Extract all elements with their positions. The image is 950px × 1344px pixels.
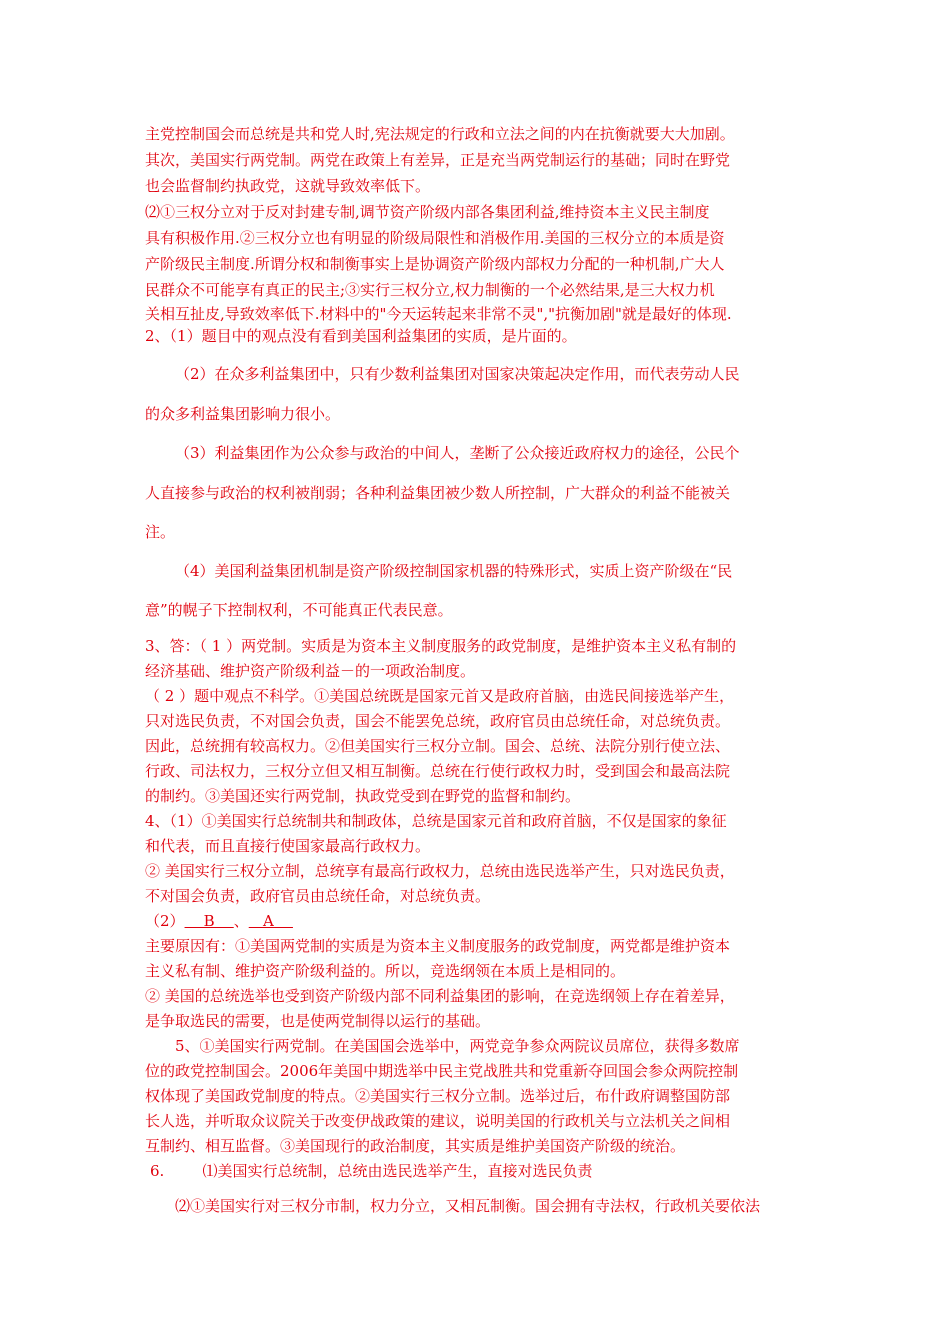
q4-line: 和代表，而且直接行使国家最高行政权力。 — [145, 837, 431, 855]
q2-line: 意”的幌子下控制权利，不可能真正代表民意。 — [145, 601, 453, 619]
q4-answer-line — [145, 911, 815, 931]
text-line: 其次，美国实行两党制。两党在政策上有差异，正是充当两党制运行的基础；同时在野党 — [145, 151, 731, 169]
text-line: 关相互扯皮,导致效率低下.材料中的"今天运转起来非常不灵","抗衡加剧"就是最好的体现. — [145, 305, 732, 323]
q4-reason-line: ② 美国的总统选举也受到资产阶级内部不同利益集团的影响，在竞选纲领上存在着差异， — [145, 987, 735, 1005]
text-line: 民群众不可能享有真正的民主;③实行三权分立,权力制衡的一个必然结果,是三大权力机 — [145, 281, 715, 299]
text-line: 产阶级民主制度.所谓分权和制衡事实上是协调资产阶级内部权力分配的一种机制,广大人 — [145, 255, 725, 273]
q6-line: ⑵①美国实行对三权分市制，权力分立，又相瓦制衡。国会拥有寺法权，行政机关要依法 — [175, 1197, 761, 1215]
q6-line: 6. ⑴美国实行总统制，总统由选民选举产生，直接对选民负责 — [150, 1162, 593, 1180]
q2-line: 人直接参与政治的权利被削弱；各种利益集团被少数人所控制，广大群众的利益不能被关 — [145, 484, 731, 502]
q3-line: 3、答：（ 1 ）两党制。实质是为资本主义制度服务的政党制度，是维护资本主义私有制的 — [145, 637, 737, 655]
q4-reason-line: 是争取选民的需要，也是使两党制得以运行的基础。 — [145, 1012, 491, 1030]
q5-line: 互制约、相互监督。③美国现行的政治制度，其实质是维护美国资产阶级的统治。 — [145, 1137, 686, 1155]
q3-line: 因此，总统拥有较高权力。②但美国实行三权分立制。国会、总统、法院分别行使立法、 — [145, 737, 731, 755]
q2-line: （2）在众多利益集团中，只有少数利益集团对国家决策起决定作用，而代表劳动人民 — [175, 365, 740, 383]
q2-line: 的众多利益集团影响力很小。 — [145, 405, 341, 423]
q5-line: 位的政党控制国会。2006年美国中期选举中民主党战胜共和党重新夺回国会参众两院控制 — [145, 1062, 739, 1080]
q3-line: 的制约。③美国还实行两党制，执政党受到在野党的监督和制约。 — [145, 787, 581, 805]
q2-line: （4）美国利益集团机制是资产阶级控制国家机器的特殊形式，实质上资产阶级在“民 — [175, 562, 733, 580]
text-line: 具有积极作用.②三权分立也有明显的阶级局限性和消极作用.美国的三权分立的本质是资 — [145, 229, 725, 247]
q5-line: 5、①美国实行两党制。在美国国会选举中，两党竞争参众两院议员席位，获得多数席 — [175, 1037, 740, 1055]
q4-line: ② 美国实行三权分立制，总统享有最高行政权力，总统由选民选举产生，只对选民负责， — [145, 862, 735, 880]
q5-line: 权体现了美国政党制度的特点。②美国实行三权分立制。选举过后，布什政府调整国防部 — [145, 1087, 731, 1105]
q3-line: 经济基础、维护资产阶级利益－的一项政治制度。 — [145, 662, 476, 680]
q4-line: 4、（1）①美国实行总统制共和制政体，总统是国家元首和政府首脑，不仅是国家的象征 — [145, 812, 727, 830]
q2-line: 注。 — [145, 523, 176, 541]
q3-line: 行政、司法权力，三权分立但又相互制衡。总统在行使行政权力时，受到国会和最高法院 — [145, 762, 731, 780]
q4-line: 不对国会负责，政府官员由总统任命，对总统负责。 — [145, 887, 491, 905]
text-line: ⑵①三权分立对于反对封建专制,调节资产阶级内部各集团利益,维持资本主义民主制度 — [145, 203, 710, 221]
text-line: 也会监督制约执政党，这就导致效率低下。 — [145, 177, 431, 195]
q2-line: 2、（1）题目中的观点没有看到美国利益集团的实质，是片面的。 — [145, 327, 577, 345]
q3-line: （ 2 ）题中观点不科学。①美国总统既是国家元首又是政府首脑，由选民间接选举产生， — [145, 687, 735, 705]
q4-answer-prefix: （2） — [145, 912, 185, 930]
q4-answer-separator: 、 — [233, 912, 249, 930]
q3-line: 只对选民负责，不对国会负责，国会不能罢免总统，政府官员由总统任命，对总统负责。 — [145, 712, 731, 730]
q4-answer-blank-1: B — [184, 912, 234, 930]
text-line: 主党控制国会而总统是共和党人时,宪法规定的行政和立法之间的内在抗衡就要大大加剧。 — [145, 125, 735, 143]
q4-reason-line: 主要原因有：①美国两党制的实质是为资本主义制度服务的政党制度，两党都是维护资本 — [145, 937, 731, 955]
q2-line: （3）利益集团作为公众参与政治的中间人，垄断了公众接近政府权力的途径，公民个 — [175, 444, 740, 462]
q4-answer-blank-2: A — [248, 912, 293, 930]
q5-line: 长人选，并听取众议院关于改变伊战政策的建议，说明美国的行政机关与立法机关之间相 — [145, 1112, 731, 1130]
q4-reason-line: 主义私有制、维护资产阶级利益的。所以，竞选纲领在本质上是相同的。 — [145, 962, 626, 980]
